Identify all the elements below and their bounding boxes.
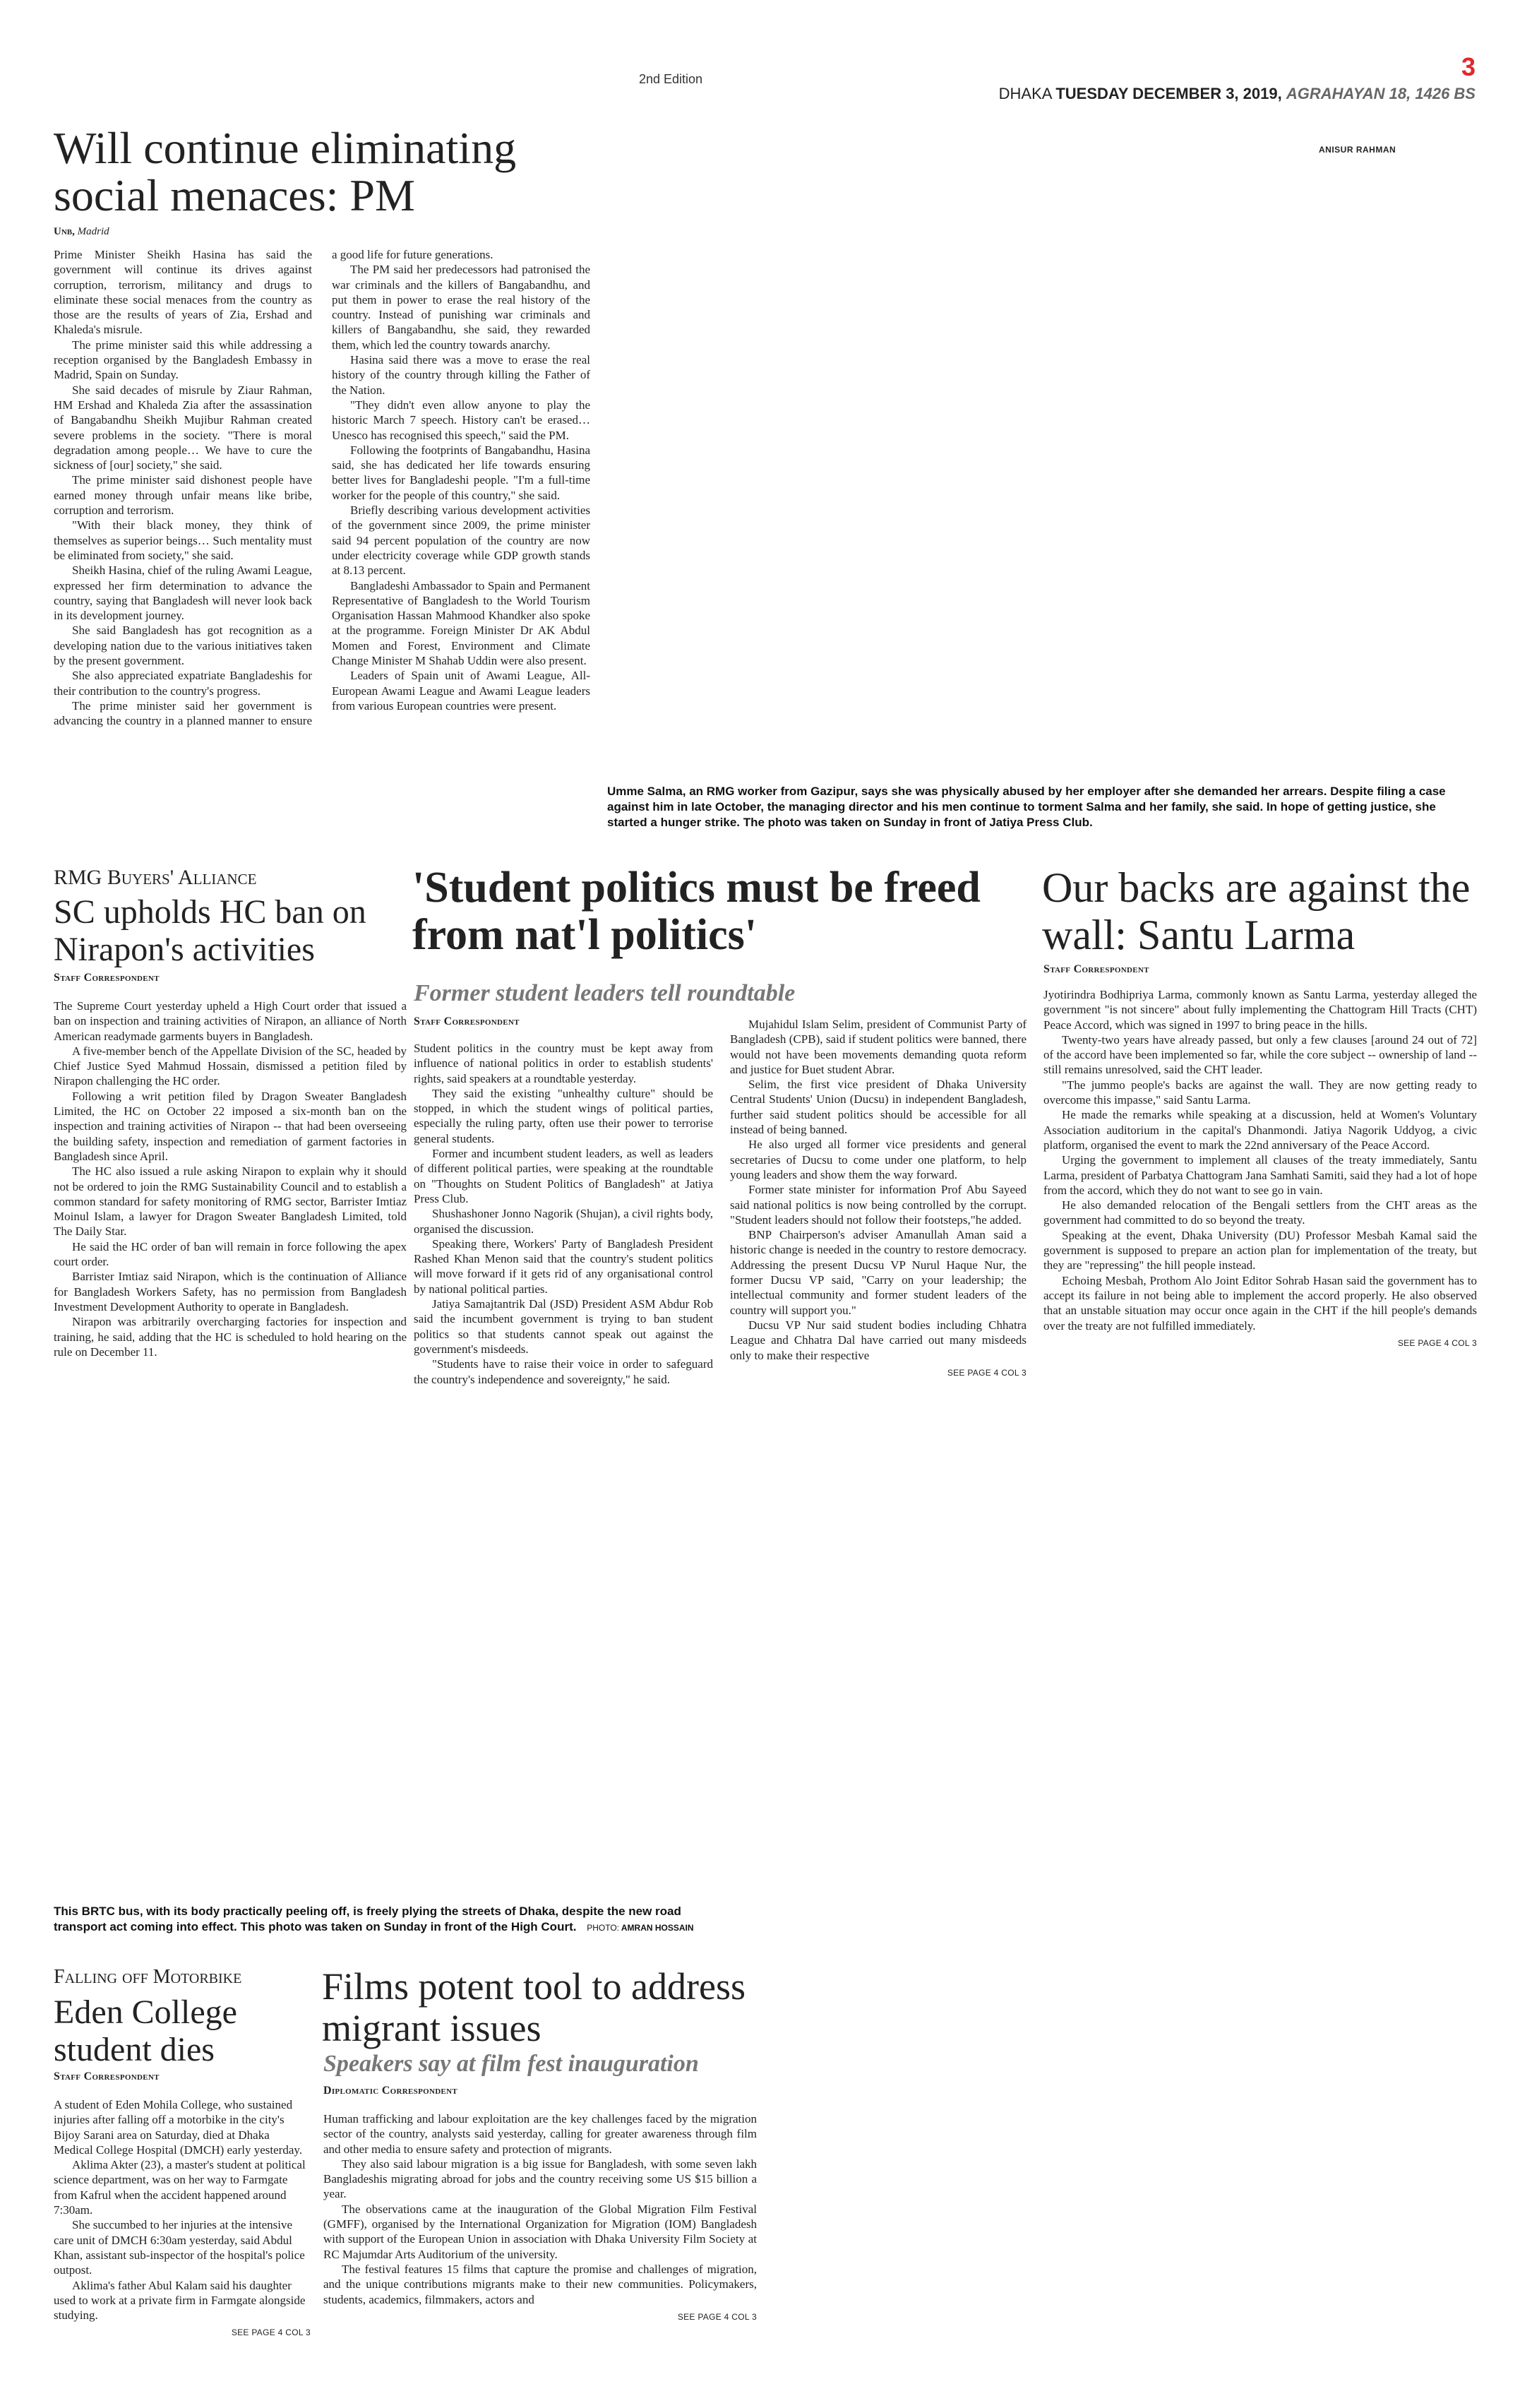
photo-credit-bus (587, 1923, 693, 1933)
photo-caption-bus-text: This BRTC bus, with its body practically peeling off, is freely plying the streets of Dhaka, despite the new road transport act coming into effect. This photo was taken on Sunday in front of the High Court. (54, 1905, 681, 1933)
films-story-body (323, 2111, 757, 2325)
student-paragraph: They said the existing "unhealthy culture" should be stopped, in which the student wings of political parties, especially the ruling party, often use their power to terrorise general students. (414, 1086, 713, 1145)
photo-caption-salma: Umme Salma, an RMG worker from Gazipur, says she was physically abused by her employer after she demanded her arrears. Despite filing a case against him in late October, the managing director and his men continue to torment Salma and her family, she said. In hope of getting justice, she started a hunger strike. The photo was taken on Sunday in front of Jatiya Press Club. (607, 785, 1446, 829)
pm-paragraph: Briefly describing various development activities of the government since 2009, the prime minister said 94 percent population of the country are now under electricity coverage while GDP growth stands at 8.13 percent. (332, 503, 590, 578)
films-byline: Diplomatic Correspondent (323, 2085, 457, 2097)
rmg-paragraph: A five-member bench of the Appellate Division of the SC, headed by Chief Justice Syed Mahmud Hossain, dismissed a petition filed by Nirapon challenging the HC order. (54, 1044, 407, 1088)
pm-paragraph: She said decades of misrule by Ziaur Rahman, HM Ershad and Khaleda Zia after the assassination of Bangabandhu Sheikh Mujibur Rahman created severe problems in the society. "There is moral degradation among people… We have to cure the sickness of [our] society," she said. (54, 383, 312, 472)
student-paragraph: Mujahidul Islam Selim, president of Communist Party of Bangladesh (CPB), said if student politics were banned, there would not have been movements demanding quota reform and justice for Buet student Abrar. (730, 1018, 1027, 1076)
student-paragraph: He also urged all former vice presidents and general secretaries of Ducsu to come under one platform, to help young leaders and show them the way forward. (730, 1138, 1027, 1181)
rmg-paragraph: Following a writ petition filed by Dragon Sweater Bangladesh Limited, the HC on October 22 imposed a six-month ban on the inspection and training activities of Nirapon -- that had been overseeing the building safety, inspection and remediation of garment factories in Bangladesh since April. (54, 1089, 407, 1163)
rmg-headline: SC upholds HC ban on Nirapon's activities (54, 893, 366, 968)
eden-kicker: Falling off Motorbike (54, 1966, 242, 1988)
photo-area-salma (607, 148, 1474, 777)
page-number: 3 (1461, 52, 1476, 81)
rmg-story-body (54, 999, 407, 1359)
rmg-paragraph: The HC also issued a rule asking Nirapon to explain why it should not be ordered to join the RMG Sustainability Council and to establish a common standard for safety monitoring of RMG sector, Barrister Imtiaz Moinul Islam, a lawyer for Dragon Sweater Bangladesh Limited, told The Daily Star. (54, 1164, 407, 1239)
santu-paragraph: Speaking at the event, Dhaka University (DU) Professor Mesbah Kamal said the government is supposed to prepare an action plan for implementation of the treaty, but they are "repressing" the hill people instead. (1043, 1228, 1477, 1272)
pm-paragraph: Hasina said there was a move to erase the real history of the country through killing the Father of the Nation. (332, 353, 590, 397)
santu-paragraph: Echoing Mesbah, Prothom Alo Joint Editor Sohrab Hasan said the government has to accept its failure in not being able to implement the accord properly. He also observed that an unstable situation may occur once again in the CHT if the hill people's demands over the treaty are not fulfilled immediately. (1043, 1273, 1477, 1333)
pm-paragraph: The PM said her predecessors had patronised the war criminals and the killers of Bangabandhu, and put them in power to erase the real history of the country. Instead of punishing war criminals and killers of Bangabandhu, she said, they rewarded them, which led the country towards anarchy. (332, 263, 590, 352)
santu-paragraph: Urging the government to implement all clauses of the treaty immediately, Santu Larma, president of Parbatya Chattogram Jana Samhati Samiti, said they had a lot of hope from the accord, which they do not want to see go in vain. (1043, 1153, 1477, 1197)
dateline-bar (999, 85, 1476, 103)
pm-paragraph: Sheikh Hasina, chief of the ruling Awami League, expressed her firm determination to advance the country, saying that Bangladesh will never look back in its development journey. (54, 564, 312, 623)
rmg-paragraph: Barrister Imtiaz said Nirapon, which is the continuation of Alliance for Bangladesh Workers Safety, has no permission from Bangladesh Investment Development Authority to operate in Bangladesh. (54, 1270, 407, 1313)
pm-paragraph: "With their black money, they think of themselves as superior beings… Such mentality must be eliminated from society," she said. (54, 518, 312, 562)
eden-story-body (54, 2097, 311, 2341)
rmg-kicker: RMG Buyers' Alliance (54, 866, 257, 889)
rmg-paragraph: The Supreme Court yesterday upheld a High Court order that issued a ban on inspection and training activities of Nirapon, an alliance of North American readymade garments buyers in Bangladesh. (54, 999, 407, 1043)
pm-headline: Will continue eliminating social menaces: PM (54, 123, 517, 221)
pm-paragraph: She also appreciated expatriate Bangladeshis for their contribution to the country's progress. (54, 669, 312, 698)
santu-paragraph: He also demanded relocation of the Bengali settlers from the CHT areas as the government had committed to do so beyond the treaty. (1043, 1198, 1477, 1227)
dateline-date: TUESDAY DECEMBER 3, 2019, (1055, 85, 1282, 102)
films-subhead: Speakers say at film fest inauguration (323, 2051, 699, 2077)
student-paragraph: "Students have to raise their voice in order to safeguard the country's independence and sovereignty," he said. (414, 1357, 713, 1386)
student-subhead: Former student leaders tell roundtable (414, 980, 796, 1006)
photo-credit-bus-label: PHOTO: (587, 1923, 619, 1933)
photo-credit-bus-name: AMRAN HOSSAIN (621, 1923, 694, 1933)
student-paragraph: Selim, the first vice president of Dhaka University Central Students' Union (Ducsu) in independent Bangladesh, further said student politics should be accessible for all instead of being banned. (730, 1078, 1027, 1137)
rmg-paragraph: Nirapon was arbitrarily overcharging factories for inspection and training, he said, adding that the HC is scheduled to hold hearing on the rule on December 11. (54, 1315, 407, 1359)
student-paragraph: Speaking there, Workers' Party of Bangladesh President Rashed Khan Menon said that the country's student politics will move forward if it gets rid of any organisational control by national political parties. (414, 1236, 713, 1296)
eden-paragraph: She succumbed to her injuries at the intensive care unit of DMCH 6:30am yesterday, said Abdul Khan, assistant sub-inspector of the hospital's police outpost. (54, 2218, 305, 2277)
photo-caption-bus (54, 1904, 731, 1936)
pm-paragraph: She said Bangladesh has got recognition as a developing nation due to the various initiatives taken by the present government. (54, 624, 312, 668)
pm-paragraph: The prime minister said this while addressing a reception organised by the Bangladesh Embassy in Madrid, Spain on Sunday. (54, 338, 312, 382)
santu-byline: Staff Correspondent (1043, 963, 1149, 975)
films-paragraph: The observations came at the inauguration of the Global Migration Film Festival (GMFF), organised by the International Organization for Migration (IOM) Bangladesh with support of the European Union in association with Dhaka University Film Society at RC Majumdar Arts Auditorium of the university. (323, 2202, 757, 2261)
dateline-city: DHAKA (998, 85, 1052, 102)
pm-paragraph: Prime Minister Sheikh Hasina has said the government will continue its drives against corruption, terrorism, militancy and drugs to eliminate these social menaces from the country as those are the results of years of Zia, Ershad and Khaleda's misrule. (54, 248, 312, 337)
student-paragraph: Shushashoner Jonno Nagorik (Shujan), a civil rights body, organised the discussion. (414, 1207, 713, 1236)
films-paragraph: They also said labour migration is a big issue for Bangladesh, with some seven lakh Bangladeshis migrating abroad for jobs and the country receiving some US $15 billion a year. (323, 2157, 757, 2201)
student-column-2 (730, 1017, 1027, 1381)
eden-byline: Staff Correspondent (54, 2070, 160, 2082)
pm-paragraph: Following the footprints of Bangabandhu, Hasina said, she has dedicated her life towards ensuring better lives for Bangladeshi people. "I'm a full-time worker for the people of this country," she said. (332, 443, 590, 502)
rmg-byline: Staff Correspondent (54, 972, 160, 984)
santu-paragraph: Twenty-two years have already passed, but only a few clauses [around 24 out of 72] of the accord have been implemented so far, while the core subject -- ownership of land -- still remains unresolved, said the CHT leader. (1043, 1032, 1477, 1077)
dateline-bengali-date: AGRAHAYAN 18, 1426 BS (1286, 85, 1476, 102)
student-byline: Staff Correspondent (414, 1015, 520, 1027)
pm-paragraph: Leaders of Spain unit of Awami League, All-European Awami League and Awami League leaders from various European countries were present. (332, 669, 590, 713)
student-paragraph: Jatiya Samajtantrik Dal (JSD) President ASM Abdur Rob said the incumbent government is trying to ban student politics so that students cannot speak out against the government's misdeeds. (414, 1297, 713, 1356)
student-paragraph: BNP Chairperson's adviser Amanullah Aman said a historic change is needed in the country to restore democracy. Addressing the present Ducsu VP Nurul Haque Nur, the former Ducsu VP said, "Carry on your leadership; the intellectual community and former student leaders of the country will support you." (730, 1228, 1027, 1317)
eden-paragraph: Aklima's father Abul Kalam said his daughter used to work at a private firm in Farmgate alongside studying. (54, 2278, 306, 2323)
pm-dateline-agency: Unb, (54, 226, 75, 237)
photo-area-bus (54, 1448, 1477, 1900)
eden-paragraph: Aklima Akter (23), a master's student at political science department, was on her way to Farmgate from Kafrul when the accident happened around 7:30am. (54, 2158, 306, 2217)
santu-story-body (1043, 987, 1477, 1351)
eden-headline: Eden College student dies (54, 1993, 237, 2068)
student-headline: 'Student politics must be freed from nat'l politics' (412, 864, 981, 959)
santu-continued: SEE PAGE 4 COL 3 (1397, 1337, 1477, 1348)
eden-continued: SEE PAGE 4 COL 3 (231, 2327, 311, 2338)
student-continued: SEE PAGE 4 COL 3 (947, 1367, 1027, 1378)
eden-paragraph: A student of Eden Mohila College, who sustained injuries after falling off a motorbike in the city's Bijoy Sarani area on Saturday, died at Dhaka Medical College Hospital (DMCH) early yesterday. (54, 2098, 303, 2157)
santu-paragraph: Jyotirindra Bodhipriya Larma, commonly known as Santu Larma, yesterday alleged the government "is not sincere" about fully implementing the Chattogram Hill Tracts (CHT) Peace Accord, which was signed in 1997 to bring peace in the hills. (1043, 988, 1477, 1032)
films-paragraph: Human trafficking and labour exploitation are the key challenges faced by the migration sector of the country, analysts said yesterday, calling for greater awareness through film and other media to ensure safety and protection of migrants. (323, 2112, 757, 2156)
student-column-1 (414, 1041, 713, 1387)
student-paragraph: Ducsu VP Nur said student bodies including Chhatra League and Chhatra Dal have carried out many misdeeds only to make their respective (730, 1318, 1027, 1362)
student-paragraph: Former and incumbent student leaders, as well as leaders of different political parties, were speaking at the roundtable on "Thoughts on Student Politics of Bangladesh" at Jatiya Press Club. (414, 1147, 713, 1205)
pm-paragraph: The prime minister said dishonest people have earned money through unfair means like bribe, corruption and terrorism. (54, 473, 312, 518)
films-headline: Films potent tool to address migrant issues (322, 1965, 746, 2050)
pm-paragraph: The prime minister said her government is advancing the country in a planned manner to ensure a good life for future generations. (54, 248, 493, 728)
pm-dateline (54, 226, 109, 238)
pm-paragraph: "They didn't even allow anyone to play the historic March 7 speech. History can't be erased… Unesco has recognised this speech," said the PM. (332, 398, 590, 442)
pm-dateline-place: Madrid (77, 226, 109, 237)
photo-credit-salma: ANISUR RAHMAN (1319, 145, 1396, 155)
student-paragraph: Student politics in the country must be kept away from influence of national politics in order to establish students' rights, said speakers at a roundtable yesterday. (414, 1042, 713, 1085)
santu-paragraph: "The jummo people's backs are against the wall. They are now getting ready to overcome this impasse," said Santu Larma. (1043, 1078, 1477, 1107)
films-continued: SEE PAGE 4 COL 3 (677, 2311, 757, 2322)
edition-label: 2nd Edition (639, 72, 703, 86)
rmg-paragraph: He said the HC order of ban will remain in force following the apex court order. (54, 1239, 407, 1269)
santu-headline: Our backs are against the wall: Santu Larma (1042, 864, 1471, 959)
films-paragraph: The festival features 15 films that capture the promise and challenges of migration, and the unique contributions migrants make to their new communities. Policymakers, students, academics, filmmakers, actors and (323, 2262, 757, 2306)
santu-paragraph: He made the remarks while speaking at a discussion, held at Women's Voluntary Association auditorium in the capital's Dhanmondi. Jatiya Nagorik Uddyog, a civic platform, organised the event to mark the 22nd anniversary of the Peace Accord. (1043, 1108, 1477, 1152)
student-paragraph: Former state minister for information Prof Abu Sayeed said national politics is now being controlled by the corrupt. "Student leaders should not follow their footsteps,"he added. (730, 1183, 1027, 1227)
pm-story-body (54, 247, 590, 833)
pm-paragraph: Bangladeshi Ambassador to Spain and Permanent Representative of Bangladesh to the World Tourism Organisation Hassan Mahmood Khandker also spoke at the programme. Foreign Minister Dr AK Abdul Momen and Forest, Environment and Climate Change Minister M Shahab Uddin were also present. (332, 578, 590, 668)
